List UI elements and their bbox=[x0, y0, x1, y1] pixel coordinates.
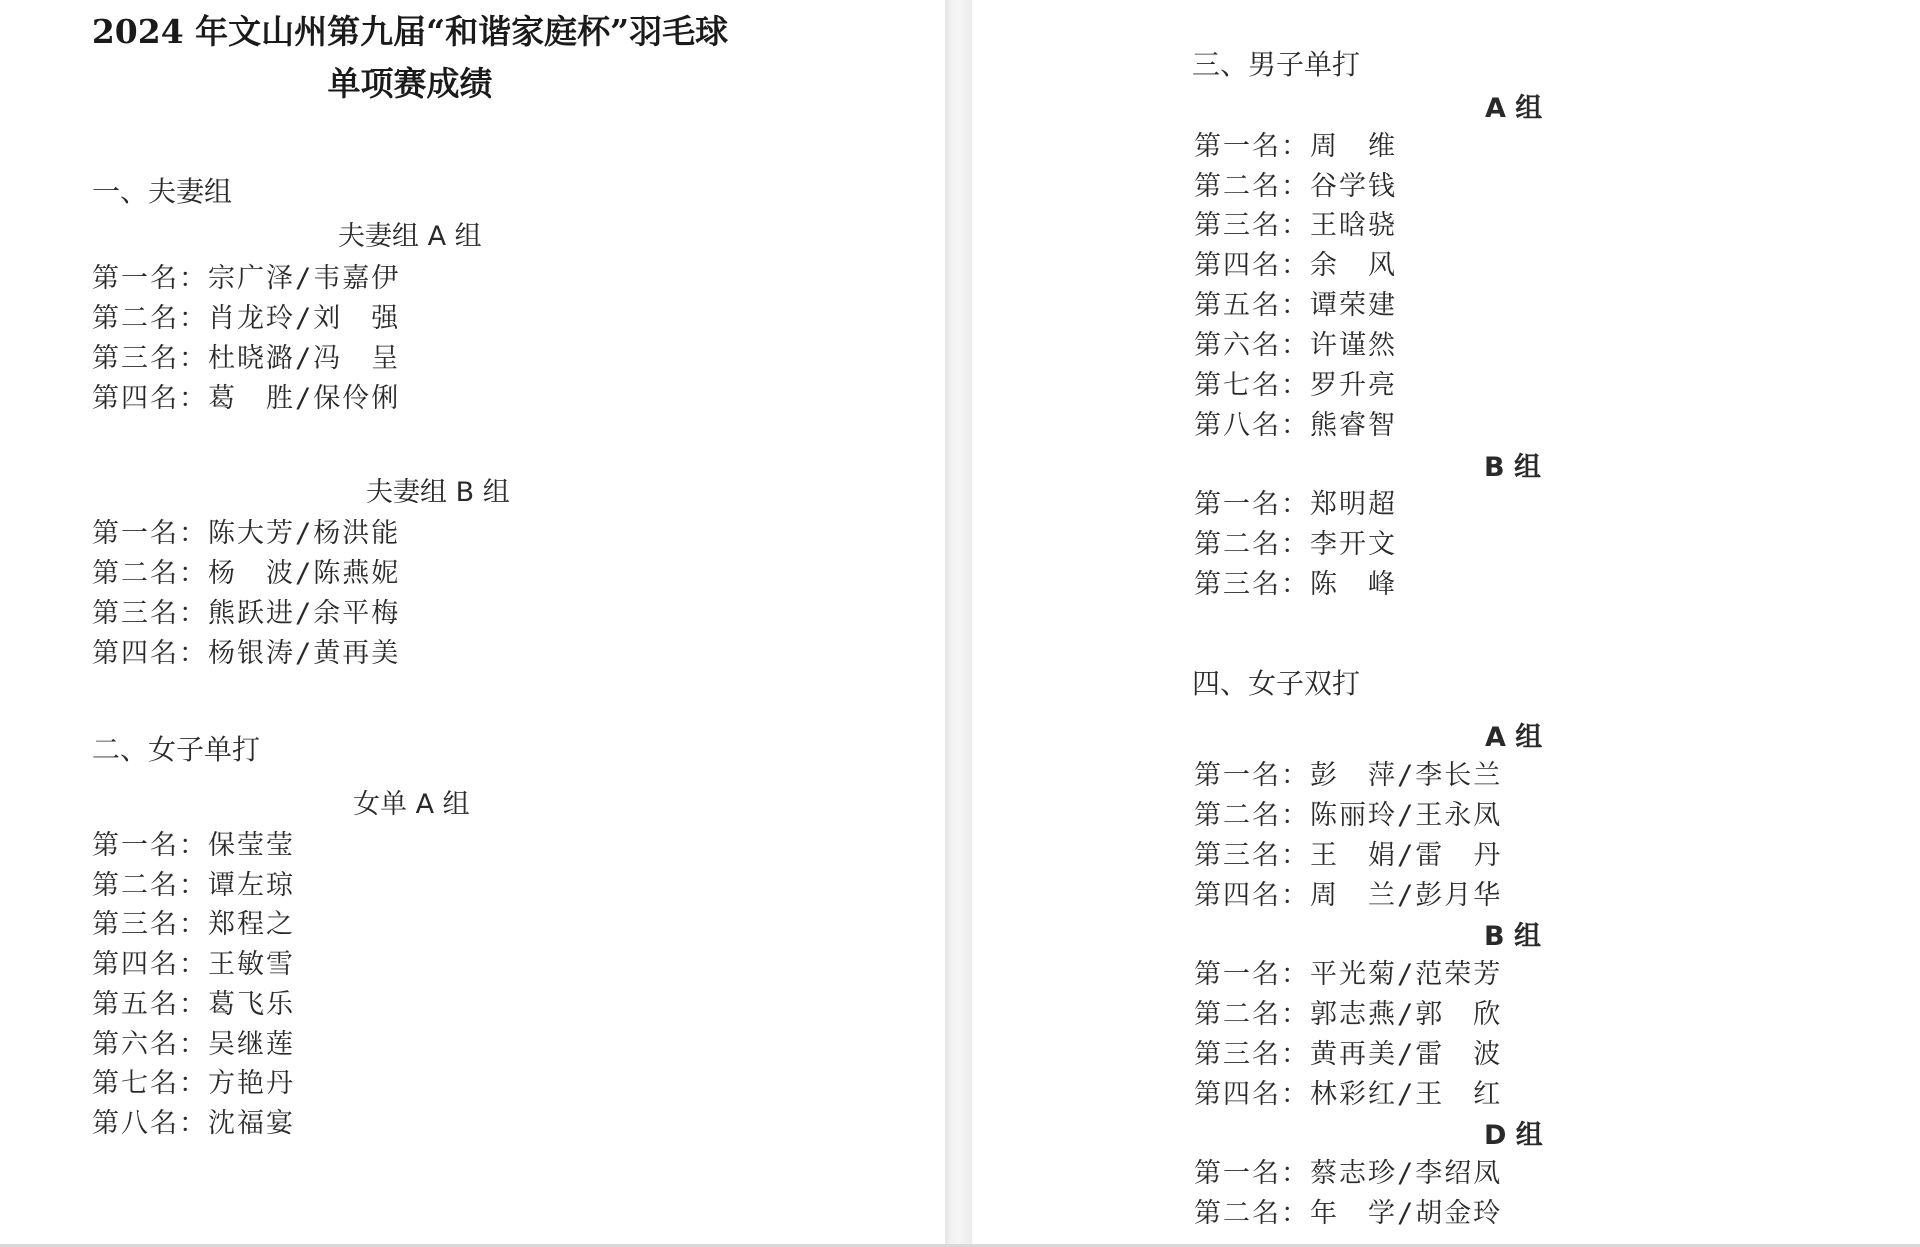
player-names: 熊睿智 bbox=[1310, 410, 1397, 441]
result-row bbox=[1194, 124, 1397, 163]
result-row bbox=[92, 296, 400, 335]
player-names: 方艳丹 bbox=[208, 1068, 295, 1099]
rank-label: 第四名： bbox=[1194, 880, 1310, 911]
result-row bbox=[1194, 833, 1502, 872]
result-row bbox=[1194, 203, 1397, 242]
result-row bbox=[1194, 323, 1397, 362]
rank-label: 第二名： bbox=[1194, 999, 1310, 1030]
player-names: 郑明超 bbox=[1310, 489, 1397, 520]
rank-label: 第三名： bbox=[92, 909, 208, 940]
group-heading-mens-singles-b: B 组 bbox=[1484, 452, 1541, 483]
rank-label: 第二名： bbox=[92, 870, 208, 901]
rank-label: 第四名： bbox=[1194, 250, 1310, 281]
page-gutter bbox=[945, 0, 972, 1247]
result-row bbox=[1194, 522, 1397, 561]
player-names: 杨银涛/黄再美 bbox=[208, 638, 401, 669]
player-names: 余 风 bbox=[1310, 250, 1397, 281]
player-names: 杜晓潞/冯 呈 bbox=[208, 343, 401, 374]
result-row bbox=[92, 511, 400, 550]
player-names: 许谨然 bbox=[1310, 330, 1397, 361]
document-title-line-1: 2024 年文山州第九届“和谐家庭杯”羽毛球 bbox=[91, 12, 729, 51]
group-heading-womens-doubles-a: A 组 bbox=[1485, 722, 1543, 753]
section-heading-mens-singles: 三、男子单打 bbox=[1192, 48, 1361, 81]
rank-label: 第二名： bbox=[1194, 171, 1310, 202]
player-names: 陈大芳/杨洪能 bbox=[208, 518, 401, 549]
rank-label: 第一名： bbox=[1194, 489, 1310, 520]
result-row bbox=[92, 631, 400, 670]
rank-label: 第四名： bbox=[92, 949, 208, 980]
result-row bbox=[92, 863, 295, 902]
player-names: 谭荣建 bbox=[1310, 290, 1397, 321]
player-names: 肖龙玲/刘 强 bbox=[208, 303, 401, 334]
rank-label: 第五名： bbox=[1194, 290, 1310, 321]
player-names: 彭 萍/李长兰 bbox=[1310, 760, 1503, 791]
rank-label: 第四名： bbox=[1194, 1079, 1310, 1110]
section-heading-womens-doubles: 四、女子双打 bbox=[1192, 667, 1361, 700]
group-heading-mens-singles-a: A 组 bbox=[1485, 93, 1543, 124]
rank-label: 第一名： bbox=[1194, 959, 1310, 990]
result-row bbox=[1194, 1032, 1502, 1071]
group-heading-womens-singles-a: 女单 A 组 bbox=[353, 789, 470, 820]
right-page bbox=[972, 0, 1920, 1247]
rank-label: 第二名： bbox=[92, 558, 208, 589]
group-heading-couples-b: 夫妻组 B 组 bbox=[366, 477, 510, 508]
rank-label: 第二名： bbox=[1194, 800, 1310, 831]
rank-label: 第六名： bbox=[92, 1029, 208, 1060]
result-row bbox=[92, 823, 295, 862]
result-row bbox=[92, 1061, 295, 1100]
rank-label: 第一名： bbox=[92, 263, 208, 294]
result-row bbox=[1194, 793, 1502, 832]
rank-label: 第三名： bbox=[1194, 840, 1310, 871]
result-row bbox=[1194, 283, 1397, 322]
rank-label: 第七名： bbox=[1194, 370, 1310, 401]
rank-label: 第一名： bbox=[1194, 131, 1310, 162]
result-row bbox=[92, 336, 400, 375]
left-page bbox=[0, 0, 945, 1247]
result-row bbox=[1194, 873, 1502, 912]
player-names: 宗广泽/韦嘉伊 bbox=[208, 263, 401, 294]
rank-label: 第三名： bbox=[1194, 210, 1310, 241]
result-row bbox=[1194, 243, 1397, 282]
result-row bbox=[92, 1101, 295, 1140]
result-row bbox=[92, 1022, 295, 1061]
rank-label: 第三名： bbox=[92, 343, 208, 374]
rank-label: 第六名： bbox=[1194, 330, 1310, 361]
document-title-line-2: 单项赛成绩 bbox=[327, 64, 493, 103]
section-heading-womens-singles: 二、女子单打 bbox=[92, 733, 261, 766]
player-names: 蔡志珍/李绍凤 bbox=[1310, 1158, 1503, 1189]
player-names: 王敏雪 bbox=[208, 949, 295, 980]
player-names: 沈福宴 bbox=[208, 1108, 295, 1139]
player-names: 周 维 bbox=[1310, 131, 1397, 162]
result-row bbox=[1194, 753, 1502, 792]
rank-label: 第二名： bbox=[1194, 1198, 1310, 1229]
result-row bbox=[1194, 482, 1397, 521]
rank-label: 第一名： bbox=[1194, 1158, 1310, 1189]
player-names: 陈 峰 bbox=[1310, 569, 1397, 600]
player-names: 陈丽玲/王永凤 bbox=[1310, 800, 1503, 831]
result-row bbox=[92, 376, 400, 415]
rank-label: 第四名： bbox=[92, 383, 208, 414]
player-names: 李开文 bbox=[1310, 529, 1397, 560]
player-names: 林彩红/王 红 bbox=[1310, 1079, 1503, 1110]
result-row bbox=[92, 591, 400, 630]
result-row bbox=[92, 982, 295, 1021]
group-heading-womens-doubles-b: B 组 bbox=[1484, 921, 1541, 952]
rank-label: 第三名： bbox=[92, 598, 208, 629]
player-names: 郑程之 bbox=[208, 909, 295, 940]
result-row bbox=[1194, 992, 1502, 1031]
player-names: 年 学/胡金玲 bbox=[1310, 1198, 1503, 1229]
rank-label: 第五名： bbox=[92, 989, 208, 1020]
player-names: 谷学钱 bbox=[1310, 171, 1397, 202]
rank-label: 第三名： bbox=[1194, 569, 1310, 600]
rank-label: 第四名： bbox=[92, 638, 208, 669]
result-row bbox=[1194, 403, 1397, 442]
player-names: 周 兰/彭月华 bbox=[1310, 880, 1503, 911]
result-row bbox=[1194, 1151, 1502, 1190]
result-row bbox=[1194, 1072, 1502, 1111]
player-names: 杨 波/陈燕妮 bbox=[208, 558, 401, 589]
rank-label: 第八名： bbox=[92, 1108, 208, 1139]
player-names: 熊跃进/余平梅 bbox=[208, 598, 401, 629]
player-names: 葛 胜/保伶俐 bbox=[208, 383, 401, 414]
group-heading-womens-doubles-d: D 组 bbox=[1484, 1120, 1543, 1151]
result-row bbox=[1194, 952, 1502, 991]
player-names: 谭左琼 bbox=[208, 870, 295, 901]
rank-label: 第一名： bbox=[1194, 760, 1310, 791]
rank-label: 第二名： bbox=[1194, 529, 1310, 560]
result-row bbox=[92, 256, 400, 295]
player-names: 吴继莲 bbox=[208, 1029, 295, 1060]
result-row bbox=[92, 551, 400, 590]
result-row bbox=[92, 902, 295, 941]
rank-label: 第三名： bbox=[1194, 1039, 1310, 1070]
group-heading-couples-a: 夫妻组 A 组 bbox=[338, 221, 482, 252]
player-names: 黄再美/雷 波 bbox=[1310, 1039, 1503, 1070]
result-row bbox=[1194, 164, 1397, 203]
rank-label: 第一名： bbox=[92, 830, 208, 861]
result-row bbox=[92, 942, 295, 981]
player-names: 王晗骁 bbox=[1310, 210, 1397, 241]
section-heading-couples: 一、夫妻组 bbox=[92, 175, 233, 208]
rank-label: 第二名： bbox=[92, 303, 208, 334]
player-names: 保莹莹 bbox=[208, 830, 295, 861]
player-names: 罗升亮 bbox=[1310, 370, 1397, 401]
player-names: 平光菊/范荣芳 bbox=[1310, 959, 1503, 990]
rank-label: 第八名： bbox=[1194, 410, 1310, 441]
result-row bbox=[1194, 562, 1397, 601]
result-row bbox=[1194, 1191, 1502, 1230]
rank-label: 第一名： bbox=[92, 518, 208, 549]
player-names: 郭志燕/郭 欣 bbox=[1310, 999, 1503, 1030]
player-names: 葛飞乐 bbox=[208, 989, 295, 1020]
result-row bbox=[1194, 363, 1397, 402]
player-names: 王 娟/雷 丹 bbox=[1310, 840, 1503, 871]
rank-label: 第七名： bbox=[92, 1068, 208, 1099]
